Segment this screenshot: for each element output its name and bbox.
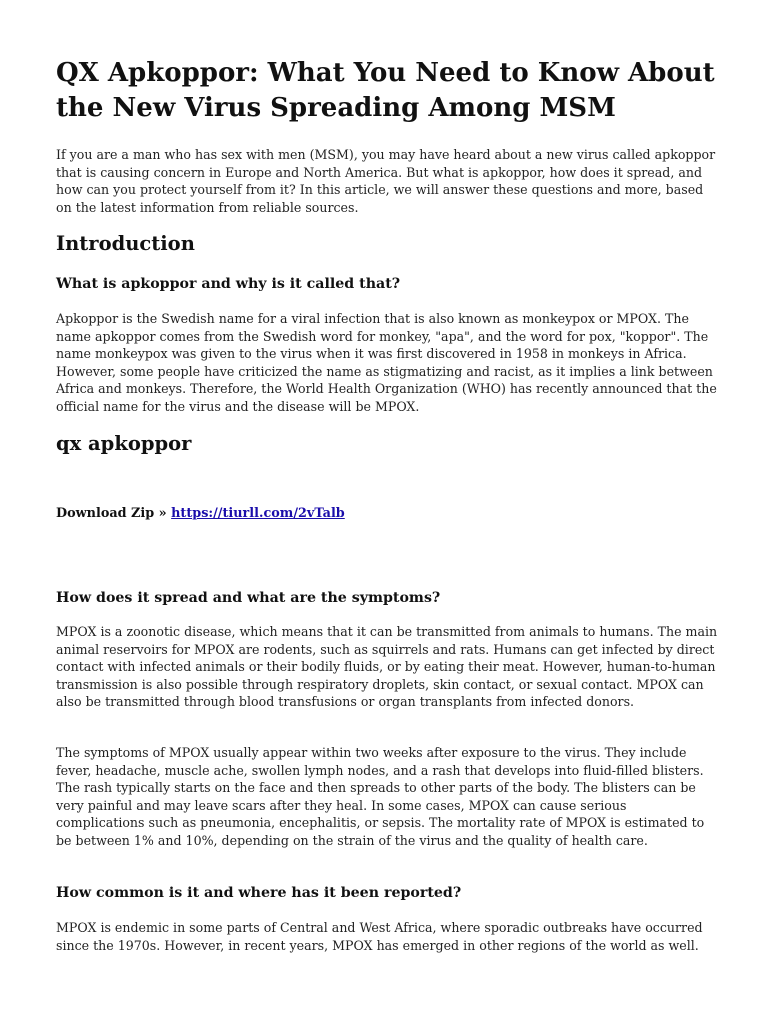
what-is-apkoppor-paragraph: Apkoppor is the Swedish name for a viral infection that is also known as monkeypox or MPOX. The name apkoppor comes from the Swedish word for monkey, "apa", and the word for pox, "koppor". The name monkeypox was given to the virus when it was first discovered in 1958 in monkeys in Africa. However, some people have criticized the name as stigmatizing and racist, as it implies a link between Africa and monkeys. Therefore, the World Health Organization (WHO) has recently announced that the official name for the virus and the disease will be MPOX. (56, 311, 717, 414)
download-line (56, 505, 718, 523)
qx-apkoppor-heading: qx apkoppor (56, 432, 192, 455)
introduction-heading: Introduction (56, 232, 195, 255)
download-link[interactable]: https://tiurll.com/2vTalb (171, 506, 345, 521)
download-label: Download Zip » (56, 506, 167, 521)
how-common-paragraph: MPOX is endemic in some parts of Central and West Africa, where sporadic outbreaks have occurred since the 1970s. However, in recent years, MPOX has emerged in other regions of the world as well. (56, 920, 703, 953)
what-is-apkoppor-heading: What is apkoppor and why is it called that? (56, 276, 401, 292)
article-title: QX Apkoppor: What You Need to Know About the New Virus Spreading Among MSM (56, 58, 715, 123)
intro-paragraph: If you are a man who has sex with men (MSM), you may have heard about a new virus called apkoppor that is causing concern in Europe and North America. But what is apkoppor, how does it spread, and how can you protect yourself from it? In this article, we will answer these questions and more, based on the latest information from reliable sources. (56, 147, 716, 215)
symptoms-paragraph: The symptoms of MPOX usually appear within two weeks after exposure to the virus. They include fever, headache, muscle ache, swollen lymph nodes, and a rash that develops into fluid-filled blisters. The rash typically starts on the face and then spreads to other parts of the body. The blisters can be very painful and may leave scars after they heal. In some cases, MPOX can cause serious complications such as pneumonia, encephalitis, or sepsis. The mortality rate of MPOX is estimated to be between 1% and 10%, depending on the strain of the virus and the quality of health care. (56, 745, 705, 848)
transmission-paragraph: MPOX is a zoonotic disease, which means that it can be transmitted from animals to humans. The main animal reservoirs for MPOX are rodents, such as squirrels and rats. Humans can get infected by direct contact with infected animals or their bodily fluids, or by eating their meat. However, human-to-human transmission is also possible through respiratory droplets, skin contact, or sexual contact. MPOX can also be transmitted through blood transfusions or organ transplants from infected donors. (56, 624, 718, 710)
spread-symptoms-heading: How does it spread and what are the symptoms? (56, 590, 441, 606)
how-common-heading: How common is it and where has it been reported? (56, 885, 462, 901)
